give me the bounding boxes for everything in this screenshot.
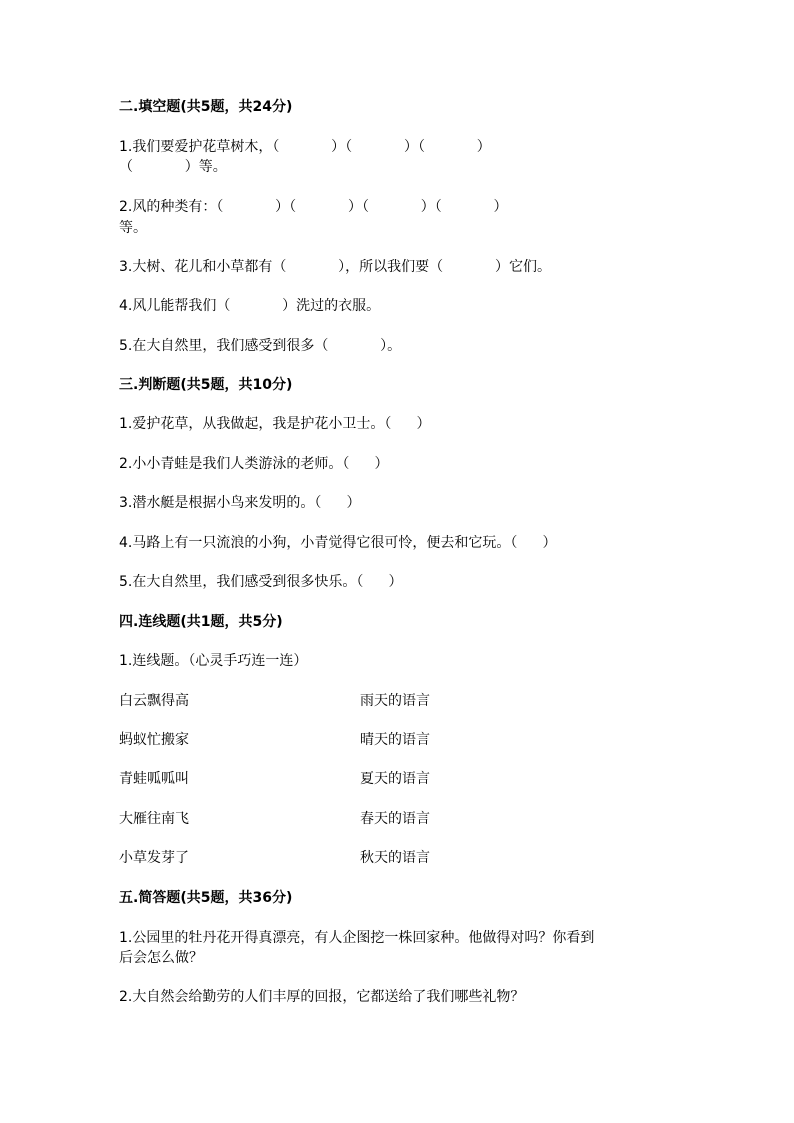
judge-question-5: 5.在大自然里，我们感受到很多快乐。（ ） <box>119 574 403 590</box>
fill-question-2-line-1: 2.风的种类有：（ ）（ ）（ ）（ ） <box>119 199 508 215</box>
fill-question-5: 5.在大自然里，我们感受到很多（ ）。 <box>119 338 402 354</box>
section-2-heading: 二.填空题(共5题，共24分) <box>119 99 293 115</box>
fill-question-3: 3.大树、花儿和小草都有（ ），所以我们要（ ）它们。 <box>119 259 551 275</box>
fill-question-2-line-2: 等。 <box>119 220 147 236</box>
fill-question-1-line-2: （ ）等。 <box>119 159 227 175</box>
judge-question-2: 2.小小青蛙是我们人类游泳的老师。（ ） <box>119 456 389 472</box>
judge-question-4: 4.马路上有一只流浪的小狗，小青觉得它很可怜，便去和它玩。（ ） <box>119 535 557 551</box>
section-5-heading: 五.简答题(共5题，共36分) <box>119 890 293 906</box>
matching-question-1: 1.连线题。（心灵手巧连一连） <box>119 653 308 669</box>
matching-right-item: 雨天的语言 <box>360 693 430 709</box>
fill-question-1-line-1: 1.我们要爱护花草树木，（ ）（ ）（ ） <box>119 139 491 155</box>
matching-right-item: 晴天的语言 <box>360 732 430 748</box>
judge-question-3: 3.潜水艇是根据小鸟来发明的。（ ） <box>119 495 361 511</box>
matching-right-item: 秋天的语言 <box>360 850 430 866</box>
judge-question-1: 1.爱护花草，从我做起，我是护花小卫士。（ ） <box>119 416 431 432</box>
matching-left-item: 大雁往南飞 <box>119 811 189 827</box>
matching-left-item: 小草发芽了 <box>119 850 189 866</box>
section-3-heading: 三.判断题(共5题，共10分) <box>119 377 293 393</box>
matching-left-item: 白云飘得高 <box>119 693 189 709</box>
fill-question-4: 4.风儿能帮我们（ ）洗过的衣服。 <box>119 298 381 314</box>
matching-left-item: 蚂蚁忙搬家 <box>119 732 189 748</box>
matching-right-item: 春天的语言 <box>360 811 430 827</box>
short-answer-question-1-line-1: 1.公园里的牡丹花开得真漂亮，有人企图挖一株回家种。他做得对吗？你看到 <box>119 930 595 946</box>
short-answer-question-1-line-2: 后会怎么做？ <box>119 950 203 966</box>
matching-right-item: 夏天的语言 <box>360 771 430 787</box>
short-answer-question-2: 2.大自然会给勤劳的人们丰厚的回报，它都送给了我们哪些礼物？ <box>119 989 525 1005</box>
matching-left-item: 青蛙呱呱叫 <box>119 771 189 787</box>
section-4-heading: 四.连线题(共1题，共5分) <box>119 614 283 630</box>
